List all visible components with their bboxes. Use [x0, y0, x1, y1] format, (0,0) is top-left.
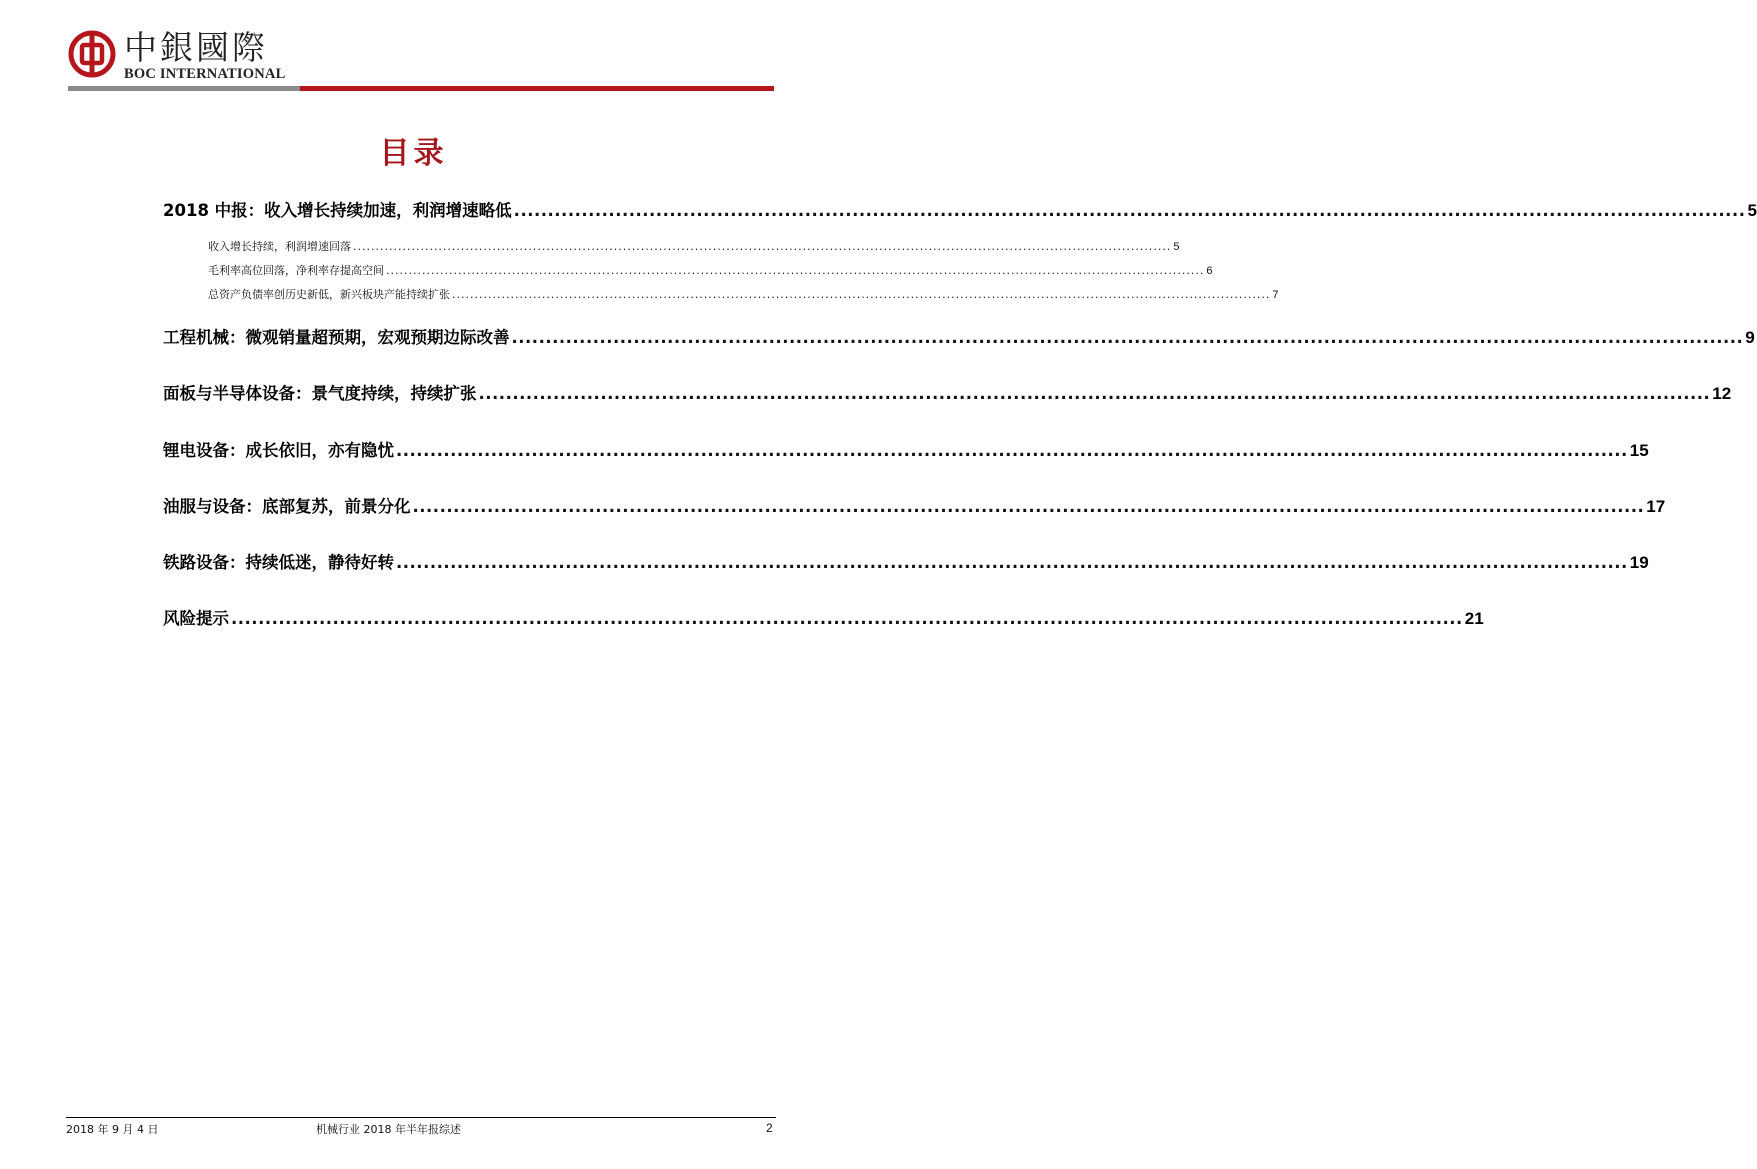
toc-entry-text: 工程机械：微观销量超预期，宏观预期边际改善 [163, 328, 510, 347]
toc-leader-dots: ...................................................................................................................................................................................... [412, 497, 1645, 516]
toc-entry-text: 铁路设备：持续低迷，静待好转 [163, 553, 394, 572]
toc-leader-dots: ...................................................................................................................................................................................... [231, 609, 1463, 628]
toc-entry-text: 收入增长持续，利润增速回落 [208, 240, 351, 253]
toc-entry[interactable] [163, 437, 1649, 461]
toc-entry[interactable] [163, 605, 1484, 629]
footer-document-title: 机械行业 2018 年半年报综述 [316, 1123, 461, 1136]
toc-entry[interactable] [163, 549, 1649, 573]
toc-entry-text: 面板与半导体设备：景气度持续，持续扩张 [163, 384, 477, 403]
toc-page-number: 17 [1646, 497, 1666, 516]
toc-leader-dots: ...................................................................................................................................................................................... [452, 288, 1271, 301]
toc-entry[interactable] [163, 493, 1666, 517]
toc-page-number: 5 [1173, 241, 1180, 253]
toc-page-number: 21 [1464, 609, 1484, 628]
toc-page-number: 12 [1712, 384, 1732, 403]
company-logo [68, 28, 318, 84]
page-title: 目录 [379, 136, 448, 171]
logo-english-name: BOC INTERNATIONAL [124, 66, 286, 82]
toc-page-number: 15 [1629, 441, 1649, 460]
toc-leader-dots: ...................................................................................................................................................................................... [386, 264, 1205, 277]
toc-leader-dots: ...................................................................................................................................................................................... [513, 201, 1746, 220]
toc-page-number: 9 [1745, 328, 1755, 347]
toc-page-number: 19 [1629, 553, 1649, 572]
toc-subentry[interactable] [208, 238, 1180, 254]
toc-subentry[interactable] [208, 286, 1279, 302]
bank-of-china-logo-icon [68, 30, 116, 78]
toc-entry[interactable] [163, 197, 1757, 221]
footer-page-number: 2 [766, 1121, 773, 1135]
logo-chinese-name: 中銀國際 [124, 28, 268, 67]
toc-leader-dots: ...................................................................................................................................................................................... [353, 240, 1172, 253]
toc-entry-text: 毛利率高位回落，净利率存提高空间 [208, 264, 384, 277]
toc-page-number: 7 [1272, 289, 1279, 301]
footer-divider [66, 1117, 776, 1118]
toc-page-number: 6 [1206, 265, 1213, 277]
toc-entry-text: 油服与设备：底部复苏，前景分化 [163, 497, 411, 516]
toc-leader-dots: ...................................................................................................................................................................................... [478, 384, 1711, 403]
toc-subentry[interactable] [208, 262, 1213, 278]
toc-entry[interactable] [163, 324, 1755, 348]
toc-entry[interactable] [163, 380, 1732, 404]
footer-date: 2018 年 9 月 4 日 [66, 1123, 159, 1136]
toc-entry-text: 2018 中报：收入增长持续加速，利润增速略低 [163, 201, 512, 220]
header-divider-accent [68, 86, 300, 91]
toc-entry-text: 总资产负债率创历史新低，新兴板块产能持续扩张 [208, 288, 450, 301]
toc-leader-dots: ...................................................................................................................................................................................... [396, 553, 1628, 572]
toc-entry-text: 锂电设备：成长依旧，亦有隐忧 [163, 441, 394, 460]
toc-leader-dots: ...................................................................................................................................................................................... [511, 328, 1744, 347]
toc-entry-text: 风险提示 [163, 609, 229, 628]
toc-page-number: 5 [1747, 201, 1757, 220]
toc-leader-dots: ...................................................................................................................................................................................... [396, 441, 1628, 460]
